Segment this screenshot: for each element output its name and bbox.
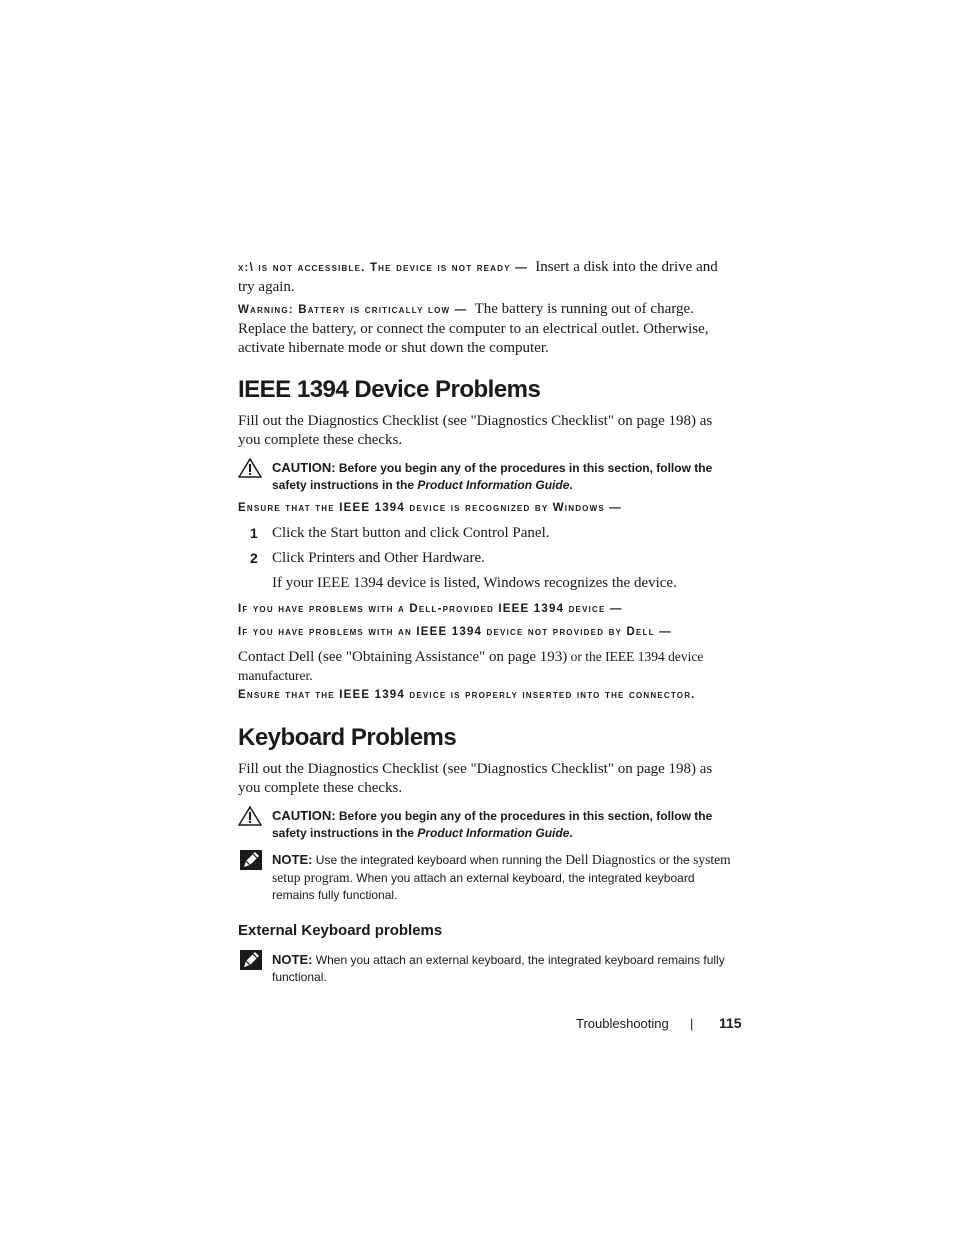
contact-text: Contact Dell (see "Obtaining Assistance" on page 193) <box>238 649 568 665</box>
note-text: When you attach an external keyboard, the integrated keyboard remains fully functional. <box>272 953 725 984</box>
guide-title: Product Information Guide <box>417 478 570 492</box>
step-text: . <box>545 525 550 541</box>
control-panel-label: Control Panel <box>462 525 546 541</box>
step-note: If your IEEE 1394 device is listed, Windows recognizes the device. <box>272 575 677 591</box>
step-number: 1 <box>250 525 258 541</box>
ieee-heading: IEEE 1394 Device Problems <box>238 376 541 403</box>
note-pencil-icon <box>240 850 262 870</box>
note-label: NOTE: <box>272 852 313 867</box>
caution-text: Before you begin any of the procedures in this section, follow the safety instructions in the <box>272 809 713 840</box>
caution-label: CAUTION: <box>272 460 336 475</box>
step-text: Click the <box>272 525 331 541</box>
step-2 <box>250 549 258 569</box>
dell-diagnostics-term: Dell Diagnostics <box>565 852 656 867</box>
caution-label: CAUTION: <box>272 808 336 823</box>
ensure-inserted-heading: Ensure that the IEEE 1394 device is properly inserted into the connector. <box>238 689 696 701</box>
printers-hardware-label: Printers and Other Hardware <box>308 550 482 566</box>
contact-text: manufacturer. <box>238 668 313 683</box>
caution-end: . <box>569 478 573 492</box>
external-keyboard-heading: External Keyboard problems <box>238 922 443 939</box>
step-text: button and click <box>358 525 463 541</box>
entry-text: Insert a disk into the drive and try again. <box>238 259 718 295</box>
page-number: 115 <box>719 1015 742 1031</box>
step-text: Click <box>272 550 309 566</box>
keyboard-note <box>272 851 732 904</box>
step-1-text <box>272 524 550 543</box>
caution-icon <box>238 458 262 478</box>
contact-text: or the IEEE 1394 device <box>567 649 704 664</box>
keyboard-heading: Keyboard Problems <box>238 724 457 751</box>
step-2-text <box>272 549 485 568</box>
note-text: or the <box>659 853 690 867</box>
ensure-windows-heading: Ensure that the IEEE 1394 device is recognized by Windows — <box>238 502 622 514</box>
keyboard-caution <box>272 807 732 842</box>
not-dell-heading: If you have problems with an IEEE 1394 device not provided by Dell — <box>238 626 672 638</box>
ieee-intro: Fill out the Diagnostics Checklist (see "Diagnostics Checklist" on page 198) as you complete these checks. <box>238 413 713 448</box>
start-button-label: Start <box>330 525 359 541</box>
note-text: Use the integrated keyboard when running the <box>315 853 562 867</box>
drive-not-ready-entry <box>238 258 738 297</box>
caution-end: . <box>569 826 573 840</box>
guide-title: Product Information Guide <box>417 826 570 840</box>
entry-lead: Warning: Battery is critically low — <box>238 304 468 316</box>
step-1 <box>250 524 258 544</box>
caution-icon <box>238 806 262 826</box>
caution-text: Before you begin any of the procedures in this section, follow the safety instructions in the <box>272 461 713 492</box>
setup-program-term: system setup program <box>272 852 731 885</box>
footer-separator: | <box>690 1016 694 1031</box>
ieee-caution <box>272 459 732 494</box>
external-keyboard-note <box>272 951 732 986</box>
step-number: 2 <box>250 550 258 566</box>
note-text: . When you attach an external keyboard, the integrated keyboard remains fully functional. <box>272 871 695 902</box>
dell-provided-heading: If you have problems with a Dell-provided IEEE 1394 device — <box>238 603 623 615</box>
contact-dell-text <box>238 648 738 684</box>
keyboard-intro: Fill out the Diagnostics Checklist (see "Diagnostics Checklist" on page 198) as you complete these checks. <box>238 761 713 796</box>
battery-low-entry <box>238 300 738 358</box>
entry-lead: x:\ is not accessible. The device is not ready — <box>238 262 528 274</box>
step-text: . <box>481 550 485 566</box>
note-label: NOTE: <box>272 952 313 967</box>
note-pencil-icon <box>240 950 262 970</box>
entry-text: The battery is running out of charge. Replace the battery, or connect the computer to an electrical outlet. Otherwise, activate hibernate mode or shut down the computer. <box>238 301 709 356</box>
footer-section: Troubleshooting <box>576 1016 669 1031</box>
